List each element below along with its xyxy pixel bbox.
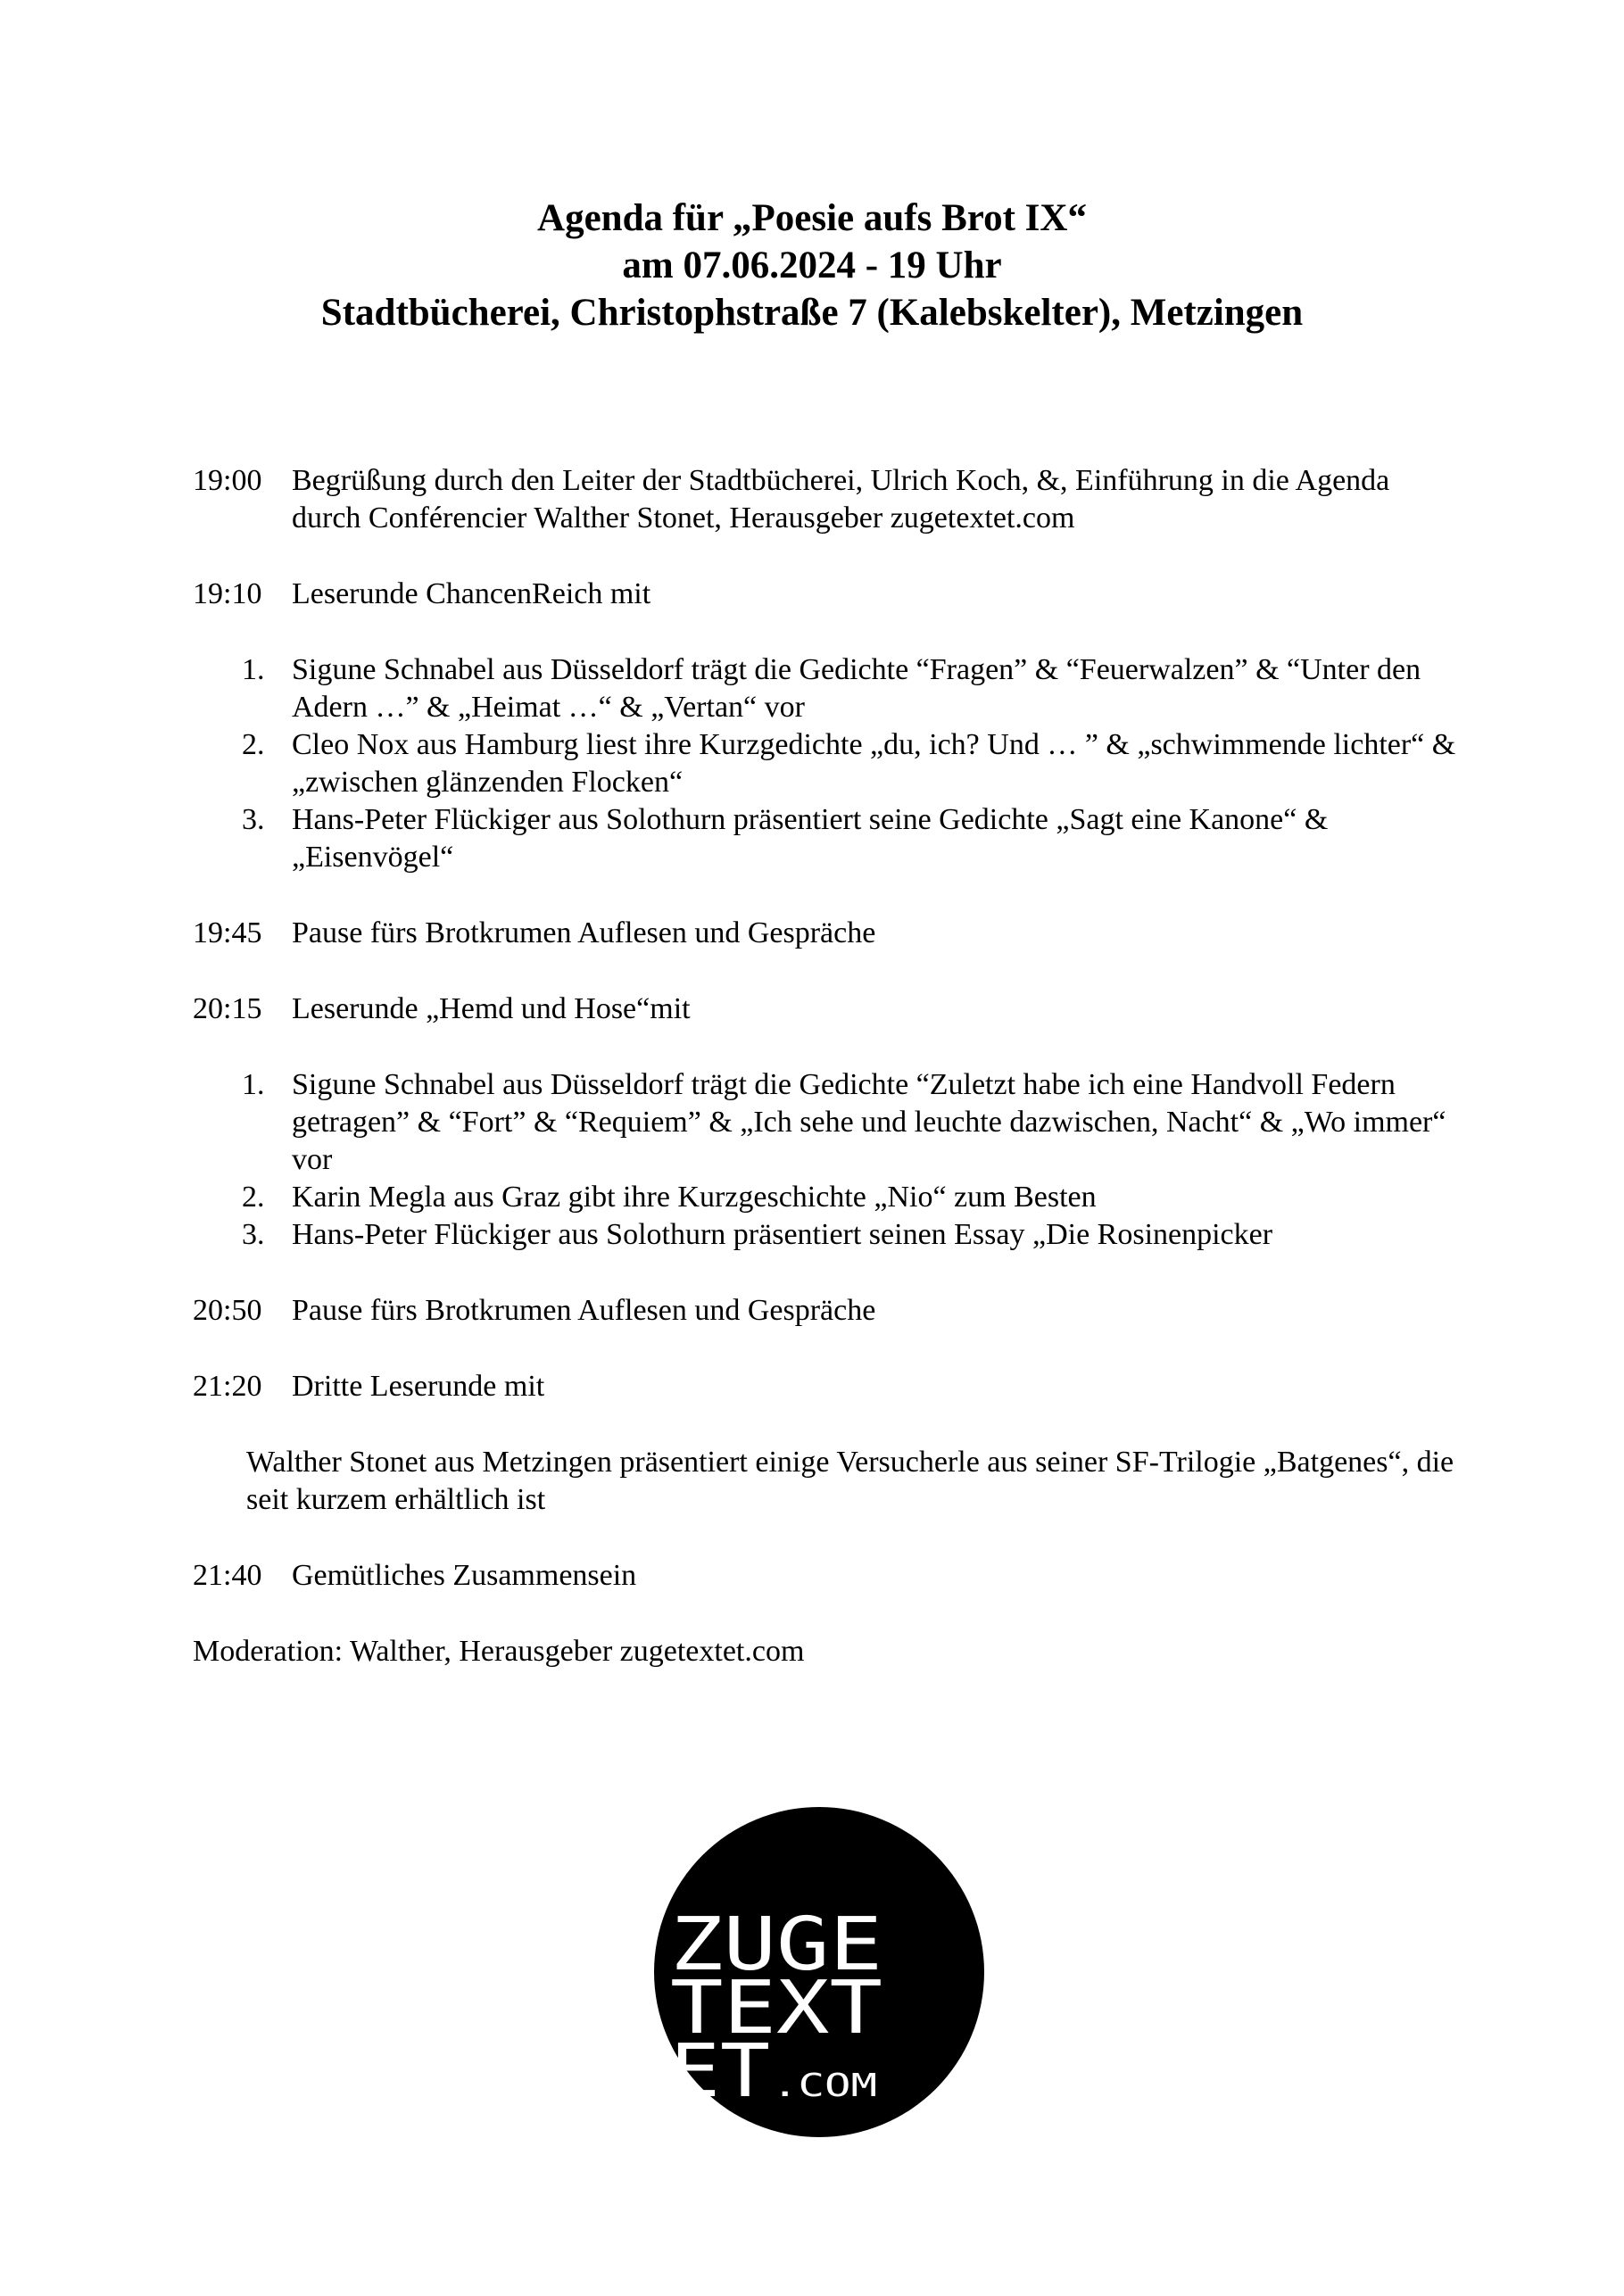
logo-line-1: ZUGE (670, 1902, 882, 1987)
entry-time: 19:10 (193, 577, 262, 610)
zugetextet-logo (654, 1807, 984, 2137)
agenda-entry-2050 (193, 1292, 1460, 1330)
moderation-note: Moderation: Walther, Herausgeber zugetextet.com (193, 1635, 805, 1668)
list-number: 1. (242, 653, 265, 686)
entry-text: Begrüßung durch den Leiter der Stadtbücherei, Ulrich Koch, &, Einführung in die Agenda durch Conférencier Walther Stonet, Herausgeber zugetextet.com (292, 464, 1390, 535)
entry-time: 20:15 (193, 992, 262, 1025)
entry-time: 19:00 (193, 464, 262, 497)
list-number: 2. (242, 1181, 265, 1214)
agenda-entry-2015 (193, 991, 1460, 1028)
list-item-text: Hans-Peter Flückiger aus Solothurn präsentiert seine Gedichte „Sagt eine Kanone“ & „Eisenvögel“ (292, 803, 1329, 874)
list-item (193, 801, 1460, 876)
list-item-text: Sigune Schnabel aus Düsseldorf trägt die Gedichte “Zuletzt habe ich eine Handvoll Federn getragen” & “Fort” & “Requiem” & „Ich sehe und leuchte dazwischen, Nacht“ & „Wo immer“ vor (292, 1068, 1446, 1176)
entry-text: Dritte Leserunde mit (292, 1370, 545, 1403)
third-round-note: Walther Stonet aus Metzingen präsentiert einige Versucherle aus seiner SF-Trilogie „Batgenes“, die seit kurzem erhältlich ist (246, 1446, 1454, 1516)
list-item (193, 1216, 1460, 1254)
header-title: Agenda für „Poesie aufs Brot IX“ (537, 197, 1087, 239)
document-header (0, 195, 1624, 336)
list-number: 2. (242, 728, 265, 761)
list-item (193, 651, 1460, 726)
logo-line-2: TEXT (670, 1966, 882, 2051)
list-item (193, 1179, 1460, 1216)
list-item-text: Sigune Schnabel aus Düsseldorf trägt die Gedichte “Fragen” & “Feuerwalzen” & “Unter den Adern …” & „Heimat …“ & „Vertan“ vor (292, 653, 1421, 724)
entry-time: 19:45 (193, 916, 262, 949)
reading-list-hemd-und-hose (193, 1066, 1460, 1254)
entry-time: 20:50 (193, 1294, 262, 1327)
header-location: Stadtbücherei, Christophstraße 7 (Kalebskelter), Metzingen (320, 292, 1304, 334)
logo-line-3: ET (670, 2029, 770, 2114)
entry-text: Leserunde „Hemd und Hose“mit (292, 992, 691, 1025)
list-item (193, 726, 1460, 801)
agenda-entry-1945 (193, 915, 1460, 952)
logo-dotcom: .COM (772, 2068, 877, 2104)
list-item-text: Cleo Nox aus Hamburg liest ihre Kurzgedichte „du, ich? Und … ” & „schwimmende lichter“ & „zwischen glänzenden Flocken“ (292, 728, 1456, 799)
agenda-list (193, 462, 1460, 1670)
header-date: am 07.06.2024 - 19 Uhr (622, 245, 1002, 286)
agenda-entry-1900 (193, 462, 1460, 537)
entry-text: Gemütliches Zusammensein (292, 1559, 637, 1592)
agenda-entry-2140 (193, 1557, 1460, 1595)
entry-text: Leserunde ChancenReich mit (292, 577, 651, 610)
entry-time: 21:40 (193, 1559, 262, 1592)
list-item (193, 1066, 1460, 1179)
list-number: 3. (242, 803, 265, 836)
reading-list-chancenreich (193, 651, 1460, 876)
list-number: 1. (242, 1068, 265, 1101)
logo-wordmark (654, 1807, 984, 2137)
entry-text: Pause fürs Brotkrumen Auflesen und Gespräche (292, 1294, 876, 1327)
entry-time: 21:20 (193, 1370, 262, 1403)
list-item-text: Hans-Peter Flückiger aus Solothurn präsentiert seinen Essay „Die Rosinenpicker (292, 1218, 1273, 1251)
agenda-entry-2120 (193, 1368, 1460, 1405)
list-number: 3. (242, 1218, 265, 1251)
entry-text: Pause fürs Brotkrumen Auflesen und Gespräche (292, 916, 876, 949)
agenda-entry-1910 (193, 576, 1460, 613)
list-item-text: Karin Megla aus Graz gibt ihre Kurzgeschichte „Nio“ zum Besten (292, 1181, 1097, 1214)
